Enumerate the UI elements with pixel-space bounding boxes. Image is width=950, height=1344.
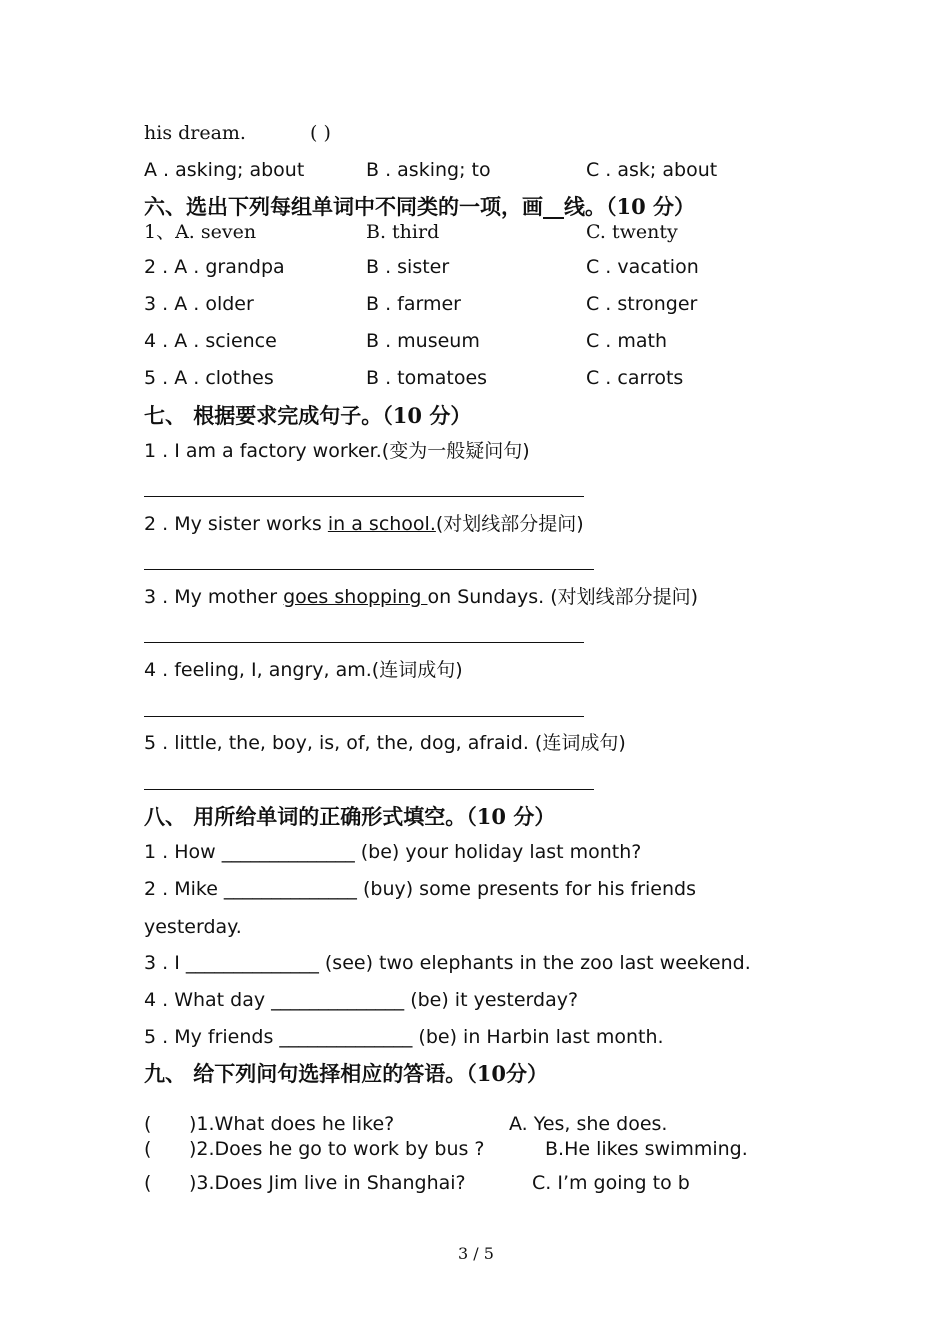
s9-row2-answer: B.He likes swimming. (545, 1138, 748, 1160)
s7-item1 (144, 442, 530, 461)
answer-paren: ( ) (310, 122, 331, 144)
s8-line2-cont: yesterday. (144, 916, 242, 938)
s9-row1-paren: ( (144, 1113, 152, 1135)
section9-title: 九、 给下列问句选择相应的答语。（10分） (144, 1061, 549, 1086)
page-number: 3 / 5 (458, 1244, 494, 1263)
s7-item3-text-after: on Sundays. (427, 586, 551, 608)
answer-line-2 (144, 569, 594, 570)
answer-line-5 (144, 789, 594, 790)
answer-line-1 (144, 496, 584, 497)
s8-line3: 3 . I ______________ (see) two elephants in the zoo last weekend. (144, 952, 751, 974)
s9-row3-answer: C. I’m going to b (532, 1172, 690, 1194)
s9-row1-answer: A. Yes, she does. (509, 1113, 668, 1135)
option-c: C . ask; about (586, 159, 718, 181)
s6-row3-c: C . stronger (586, 293, 698, 315)
s7-item4 (144, 661, 463, 680)
s6-row1-c: C. twenty (586, 221, 678, 243)
question-fragment: his dream. (144, 122, 246, 144)
s7-item3-note: (对划线部分提问) (550, 586, 699, 608)
section7-title: 七、 根据要求完成句子。（10 分） (144, 403, 472, 428)
s6-row2-c: C . vacation (586, 256, 699, 278)
s6-row2-b: B . sister (366, 256, 450, 278)
s9-row3-paren: ( (144, 1172, 152, 1194)
s9-row2-question: )2.Does he go to work by bus ? (189, 1138, 485, 1160)
s6-row1-a: 1、A. seven (144, 221, 257, 243)
s6-row5-a: 5 . A . clothes (144, 367, 274, 389)
s9-row1-question: )1.What does he like? (189, 1113, 395, 1135)
s6-row3-a: 3 . A . older (144, 293, 254, 315)
s7-item2 (144, 515, 584, 534)
s7-item1-note: (变为一般疑问句) (381, 440, 530, 462)
s7-item2-note: (对划线部分提问) (435, 513, 584, 535)
s6-row2-a: 2 . A . grandpa (144, 256, 285, 278)
s7-item1-text: 1 . I am a factory worker. (144, 440, 382, 462)
option-b: B . asking; to (366, 159, 491, 181)
s7-item5-note: (连词成句) (534, 732, 626, 754)
s8-line2: 2 . Mike ______________ (buy) some presents for his friends (144, 878, 697, 900)
s7-item4-note: (连词成句) (371, 659, 463, 681)
s7-item4-text: 4 . feeling, I, angry, am. (144, 659, 372, 681)
s6-row4-c: C . math (586, 330, 668, 352)
s7-item3-text: 3 . My mother (144, 586, 284, 608)
s6-row3-b: B . farmer (366, 293, 461, 315)
answer-line-4 (144, 716, 584, 717)
s8-line4: 4 . What day ______________ (be) it yesterday? (144, 989, 579, 1011)
s7-item2-text: 2 . My sister works (144, 513, 328, 535)
s6-row4-b: B . museum (366, 330, 480, 352)
s7-item3 (144, 588, 698, 607)
s6-row5-c: C . carrots (586, 367, 684, 389)
s6-row1-b: B. third (366, 221, 440, 243)
s7-item5-text: 5 . little, the, boy, is, of, the, dog, afraid. (144, 732, 535, 754)
option-a: A . asking; about (144, 159, 305, 181)
section8-title: 八、 用所给单词的正确形式填空。（10 分） (144, 804, 556, 829)
section6-title: 六、选出下列每组单词中不同类的一项，画__线。（10 分） (144, 194, 696, 219)
s6-row4-a: 4 . A . science (144, 330, 277, 352)
s6-row5-b: B . tomatoes (366, 367, 488, 389)
s7-item2-underlined: in a school. (327, 513, 436, 535)
s7-item3-underlined: goes shopping (283, 586, 428, 608)
s9-row2-paren: ( (144, 1138, 152, 1160)
s8-line5: 5 . My friends ______________ (be) in Harbin last month. (144, 1026, 664, 1048)
s8-line1: 1 . How ______________ (be) your holiday last month? (144, 841, 642, 863)
s9-row3-question: )3.Does Jim live in Shanghai? (189, 1172, 466, 1194)
s7-item5 (144, 734, 626, 753)
answer-line-3 (144, 642, 584, 643)
